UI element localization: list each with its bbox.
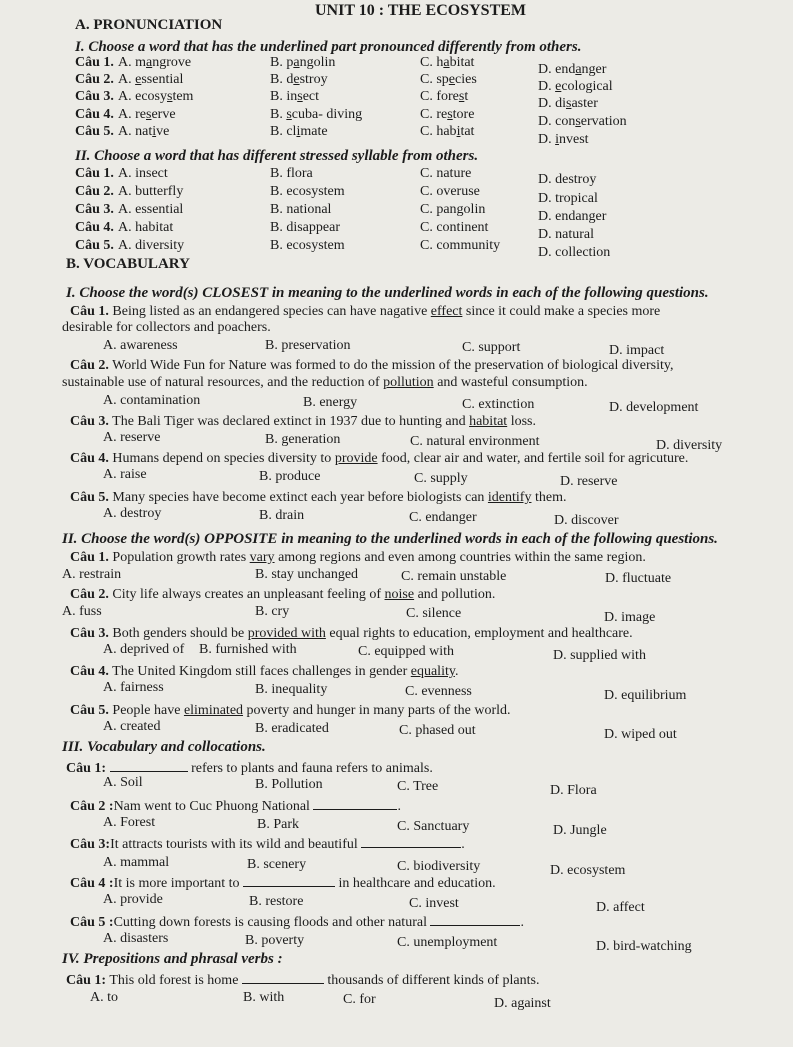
option-c: C. Tree (397, 779, 439, 794)
question-stem: Câu 3. Both genders should be provided with equal rights to education, employment and healthcare. (70, 626, 633, 641)
option-c: C. habitat (420, 55, 475, 70)
option-a: A. mangrove (118, 55, 192, 70)
option-a: A. to (90, 990, 118, 1005)
question-label: Câu 5. (75, 124, 114, 139)
part-b3-instruction: III. Vocabulary and collocations. (62, 739, 266, 755)
option-a: A. raise (103, 467, 147, 482)
option-a: A. mammal (103, 855, 170, 870)
option-b: B. destroy (270, 72, 328, 87)
option-c: C. support (462, 340, 521, 355)
option-a: A. butterfly (118, 184, 184, 199)
question-stem: Câu 4. The United Kingdom still faces challenges in gender equality. (70, 664, 459, 679)
option-c: C. phased out (399, 723, 476, 738)
question-stem: Câu 1. Population growth rates vary among regions and even among countries within the same region. (70, 550, 646, 565)
option-a: A. essential (118, 202, 184, 217)
option-c: C. continent (420, 220, 489, 235)
option-d: D. bird-watching (596, 939, 692, 954)
option-b: B. Pollution (255, 777, 323, 792)
option-d: D. natural (538, 227, 594, 242)
question-label: Câu 2. (75, 184, 114, 199)
option-b: B. cry (255, 604, 290, 619)
question-stem: Câu 2. City life always creates an unpleasant feeling of noise and pollution. (70, 587, 496, 602)
question-label: Câu 4. (75, 220, 114, 235)
option-b: B. flora (270, 166, 313, 181)
answer-blank[interactable] (110, 759, 188, 772)
option-a: A. restrain (62, 567, 122, 582)
option-c: C. silence (406, 606, 462, 621)
option-b: B. stay unchanged (255, 567, 359, 582)
option-b: B. scuba- diving (270, 107, 363, 122)
option-c: C. supply (414, 471, 468, 486)
question-stem: Câu 4 :It is more important to in healthcare and education. (70, 876, 496, 891)
option-d: D. wiped out (604, 727, 677, 742)
option-d: D. diversity (656, 438, 723, 453)
option-b: B. produce (259, 469, 321, 484)
part-a1-instruction: I. Choose a word that has the underlined part pronounced differently from others. (75, 39, 582, 55)
option-c: C. habitat (420, 124, 475, 139)
option-d: D. against (494, 996, 551, 1011)
option-c: C. natural environment (410, 434, 540, 449)
option-d: D. fluctuate (605, 571, 672, 586)
option-d: D. Jungle (553, 823, 607, 838)
option-d: D. conservation (538, 114, 627, 129)
option-d: D. collection (538, 245, 611, 260)
answer-blank[interactable] (243, 874, 335, 887)
option-b: B. climate (270, 124, 328, 139)
question-stem: Câu 3:It attracts tourists with its wild and beautiful . (70, 837, 465, 852)
option-a: A. provide (103, 892, 163, 907)
question-stem: Câu 4. Humans depend on species diversity to provide food, clear air and water, and fertile soil for agricuture. (70, 451, 689, 466)
option-c: C. unemployment (397, 935, 498, 950)
question-stem: Câu 1. Being listed as an endangered species can have nagative effect since it could make a species more (70, 304, 661, 319)
option-c: C. overuse (420, 184, 480, 199)
option-a: A. disasters (103, 931, 169, 946)
option-d: D. invest (538, 132, 589, 147)
option-c: C. remain unstable (401, 569, 507, 584)
answer-blank[interactable] (242, 971, 324, 984)
option-d: D. tropical (538, 191, 598, 206)
question-stem: Câu 5. Many species have become extinct each year before biologists can identify them. (70, 490, 567, 505)
option-d: D. endanger (538, 62, 607, 77)
option-c: C. endanger (409, 510, 477, 525)
part-b1-instruction: I. Choose the word(s) CLOSEST in meaning to the underlined words in each of the following questions. (66, 285, 709, 301)
question-stem-line2: desirable for collectors and poachers. (62, 320, 271, 335)
option-b: B. furnished with (199, 642, 297, 657)
question-label: Câu 4. (75, 107, 114, 122)
option-c: C. community (420, 238, 501, 253)
answer-blank[interactable] (313, 797, 397, 810)
option-c: C. equipped with (358, 644, 455, 659)
option-d: D. equilibrium (604, 688, 687, 703)
option-b: B. national (270, 202, 332, 217)
option-b: B. disappear (270, 220, 340, 235)
section-a-heading: A. PRONUNCIATION (75, 17, 223, 33)
question-label: Câu 2. (75, 72, 114, 87)
question-stem: Câu 2 :Nam went to Cuc Phuong National . (70, 799, 401, 814)
option-c: C. evenness (405, 684, 472, 699)
option-d: D. affect (596, 900, 645, 915)
option-c: C. pangolin (420, 202, 486, 217)
option-b: B. scenery (247, 857, 307, 872)
option-b: B. eradicated (255, 721, 329, 736)
option-d: D. ecological (538, 79, 613, 94)
option-a: A. diversity (118, 238, 185, 253)
option-b: B. ecosystem (270, 238, 345, 253)
part-a2-instruction: II. Choose a word that has different stressed syllable from others. (75, 148, 479, 164)
option-d: D. destroy (538, 172, 597, 187)
option-d: D. discover (554, 513, 619, 528)
option-b: B. insect (270, 89, 320, 104)
option-d: D. image (604, 610, 656, 625)
option-c: C. Sanctuary (397, 819, 470, 834)
option-b: B. with (243, 990, 285, 1005)
option-c: C. invest (409, 896, 459, 911)
option-a: A. Soil (103, 775, 143, 790)
question-stem-line2: sustainable use of natural resources, and the reduction of pollution and wasteful consumption. (62, 375, 588, 390)
answer-blank[interactable] (361, 835, 461, 848)
option-c: C. nature (420, 166, 472, 181)
question-label: Câu 1. (75, 166, 114, 181)
option-b: B. drain (259, 508, 305, 523)
question-stem: Câu 5 :Cutting down forests is causing floods and other natural . (70, 915, 524, 930)
question-stem: Câu 2. World Wide Fun for Nature was formed to do the mission of the preservation of biological diversity, (70, 358, 674, 373)
option-a: A. habitat (118, 220, 174, 235)
option-a: A. reserve (103, 430, 161, 445)
option-b: B. preservation (265, 338, 351, 353)
question-label: Câu 1. (75, 55, 114, 70)
question-stem: Câu 3. The Bali Tiger was declared extinct in 1937 due to hunting and habitat loss. (70, 414, 536, 429)
option-c: C. for (343, 992, 376, 1007)
option-a: A. Forest (103, 815, 156, 830)
option-a: A. native (118, 124, 170, 139)
option-d: D. supplied with (553, 648, 646, 663)
option-b: B. poverty (245, 933, 305, 948)
question-label: Câu 5. (75, 238, 114, 253)
part-b2-instruction: II. Choose the word(s) OPPOSITE in meaning to the underlined words in each of the following questions. (62, 531, 718, 547)
option-b: B. restore (249, 894, 304, 909)
question-stem: Câu 1: refers to plants and fauna refers to animals. (66, 761, 433, 776)
option-b: B. inequality (255, 682, 328, 697)
option-d: D. development (609, 400, 699, 415)
option-d: D. Flora (550, 783, 597, 798)
option-a: A. fuss (62, 604, 102, 619)
answer-blank[interactable] (430, 913, 520, 926)
question-stem: Câu 5. People have eliminated poverty and hunger in many parts of the world. (70, 703, 511, 718)
option-c: C. restore (420, 107, 475, 122)
option-b: B. Park (257, 817, 299, 832)
question-stem: Câu 1: This old forest is home thousands of different kinds of plants. (66, 973, 540, 988)
question-label: Câu 3. (75, 202, 114, 217)
option-b: B. ecosystem (270, 184, 345, 199)
option-a: A. deprived of (103, 642, 185, 657)
option-d: D. endanger (538, 209, 607, 224)
option-a: A. awareness (103, 338, 178, 353)
option-b: B. generation (265, 432, 341, 447)
option-b: B. energy (303, 395, 358, 410)
option-a: A. contamination (103, 393, 201, 408)
question-label: Câu 3. (75, 89, 114, 104)
option-d: D. disaster (538, 96, 598, 111)
option-a: A. reserve (118, 107, 176, 122)
option-d: D. ecosystem (550, 863, 626, 878)
section-b-heading: B. VOCABULARY (66, 256, 190, 272)
option-c: C. forest (420, 89, 469, 104)
option-a: A. fairness (103, 680, 164, 695)
option-c: C. extinction (462, 397, 535, 412)
option-c: C. species (420, 72, 477, 87)
option-a: A. essential (118, 72, 184, 87)
option-a: A. destroy (103, 506, 162, 521)
option-d: D. impact (609, 343, 665, 358)
option-a: A. ecosystem (118, 89, 194, 104)
option-b: B. pangolin (270, 55, 336, 70)
option-a: A. insect (118, 166, 168, 181)
unit-title: UNIT 10 : THE ECOSYSTEM (315, 2, 527, 19)
option-a: A. created (103, 719, 161, 734)
option-c: C. biodiversity (397, 859, 481, 874)
part-b4-instruction: IV. Prepositions and phrasal verbs : (62, 951, 283, 967)
option-d: D. reserve (560, 474, 618, 489)
